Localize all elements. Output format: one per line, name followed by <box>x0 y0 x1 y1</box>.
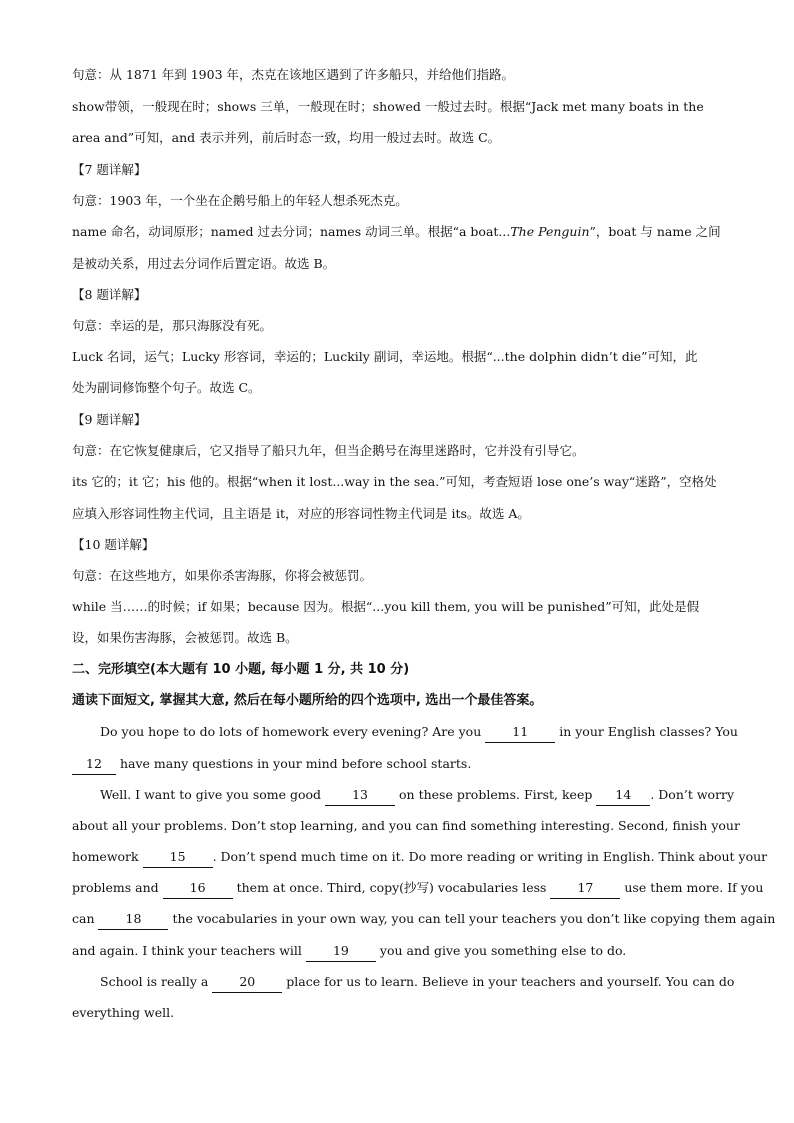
q6-analysis-line-1: show带领，一般现在时；shows 三单，一般现在时；showed 一般过去时。根据“Jack met many boats in the <box>72 99 704 114</box>
q9-analysis-line-1: its 它的；it 它；his 他的。根据“when it lost...way in the sea.”可知，考查短语 lose one’s way“迷路”，空格处 <box>72 474 717 489</box>
section-instruction: 通读下面短文, 掌握其大意, 然后在每小题所给的四个选项中, 选出一个最佳答案。 <box>72 693 543 708</box>
passage-text: Do you hope to do lots of homework every evening? Are you <box>100 724 486 739</box>
q8-analysis-line-2: 处为副词修饰整个句子。故选 C。 <box>72 380 261 395</box>
section-title: 二、完形填空(本大题有 10 小题, 每小题 1 分, 共 10 分) <box>72 662 410 677</box>
q7-analysis-text-a: name 命名，动词原形；named 过去分词；names 动词三单。根据“a boat... <box>72 224 511 239</box>
passage-text: Well. I want to give you some good <box>100 787 326 802</box>
passage-text: them at once. Third, copy(抄写) vocabularies less <box>232 880 551 895</box>
blank-13[interactable]: 13 <box>325 785 395 806</box>
passage-line-3 <box>100 785 735 806</box>
blank-18[interactable]: 18 <box>98 909 168 930</box>
passage-text: and again. I think your teachers will <box>72 943 306 958</box>
passage-text: homework <box>72 849 143 864</box>
q9-analysis-line-2: 应填入形容词性物主代词，且主语是 it，对应的形容词性物主代词是 its。故选 A。 <box>72 506 530 521</box>
q10-analysis-line-2: 设，如果伤害海豚，会被惩罚。故选 B。 <box>72 630 298 645</box>
q8-header: 【8 题详解】 <box>72 287 147 302</box>
q8-analysis-line-1: Luck 名词，运气；Lucky 形容词，幸运的；Luckily 副词，幸运地。根据“...the dolphin didn’t die”可知，此 <box>72 349 698 364</box>
passage-text: can <box>72 911 99 926</box>
q10-header: 【10 题详解】 <box>72 537 155 552</box>
passage-text: on these problems. First, keep <box>395 787 597 802</box>
blank-20[interactable]: 20 <box>212 972 282 993</box>
passage-line-2 <box>72 754 722 775</box>
passage-text: have many questions in your mind before school starts. <box>116 756 472 771</box>
q7-header: 【7 题详解】 <box>72 162 147 177</box>
passage-text: in your English classes? You <box>555 724 738 739</box>
blank-15[interactable]: 15 <box>143 847 213 868</box>
passage-text: . Don’t worry <box>650 787 735 802</box>
passage-text: you and give you something else to do. <box>375 943 627 958</box>
blank-16[interactable]: 16 <box>163 878 233 899</box>
blank-12[interactable]: 12 <box>72 754 116 775</box>
q9-header: 【9 题详解】 <box>72 412 147 427</box>
passage-text: the vocabularies in your own way, you can tell your teachers you don’t like copying them again <box>168 911 776 926</box>
passage-line-4: about all your problems. Don’t stop learning, and you can find something interesting. Second, finish your <box>72 818 740 833</box>
q7-analysis-ship-name: The Penguin <box>510 224 590 239</box>
q6-analysis-line-2: area and”可知，and 表示并列，前后时态一致，均用一般过去时。故选 C。 <box>72 130 501 145</box>
passage-line-7 <box>72 909 776 930</box>
q6-meaning: 句意：从 1871 年到 1903 年，杰克在该地区遇到了许多船只，并给他们指路。 <box>72 67 515 82</box>
passage-line-1 <box>100 722 738 743</box>
passage-text: School is really a <box>100 974 213 989</box>
q10-meaning: 句意：在这些地方，如果你杀害海豚，你将会被惩罚。 <box>72 568 373 583</box>
q7-analysis-line-1 <box>72 222 722 242</box>
passage-line-8 <box>72 941 722 962</box>
passage-text: place for us to learn. Believe in your teachers and yourself. You can do <box>282 974 735 989</box>
q7-meaning: 句意：1903 年，一个坐在企鹅号船上的年轻人想杀死杰克。 <box>72 193 408 208</box>
q9-meaning: 句意：在它恢复健康后，它又指导了船只九年，但当企鹅号在海里迷路时，它并没有引导它。 <box>72 443 585 458</box>
passage-line-9 <box>100 972 735 993</box>
passage-text: problems and <box>72 880 163 895</box>
q7-analysis-line-2: 是被动关系，用过去分词作后置定语。故选 B。 <box>72 256 336 271</box>
q7-analysis-text-c: ”，boat 与 name 之间 <box>589 224 721 239</box>
blank-19[interactable]: 19 <box>306 941 376 962</box>
passage-line-5 <box>72 847 768 868</box>
blank-11[interactable]: 11 <box>485 722 555 743</box>
blank-14[interactable]: 14 <box>596 785 650 806</box>
passage-text: use them more. If you <box>620 880 764 895</box>
blank-17[interactable]: 17 <box>550 878 620 899</box>
passage-line-6 <box>72 878 764 899</box>
passage-line-10: everything well. <box>72 1005 175 1020</box>
passage-text: . Don’t spend much time on it. Do more reading or writing in English. Think about your <box>212 849 768 864</box>
q10-analysis-line-1: while 当……的时候；if 如果；because 因为。根据“...you kill them, you will be punished”可知，此处是假 <box>72 599 700 614</box>
q8-meaning: 句意：幸运的是，那只海豚没有死。 <box>72 318 273 333</box>
